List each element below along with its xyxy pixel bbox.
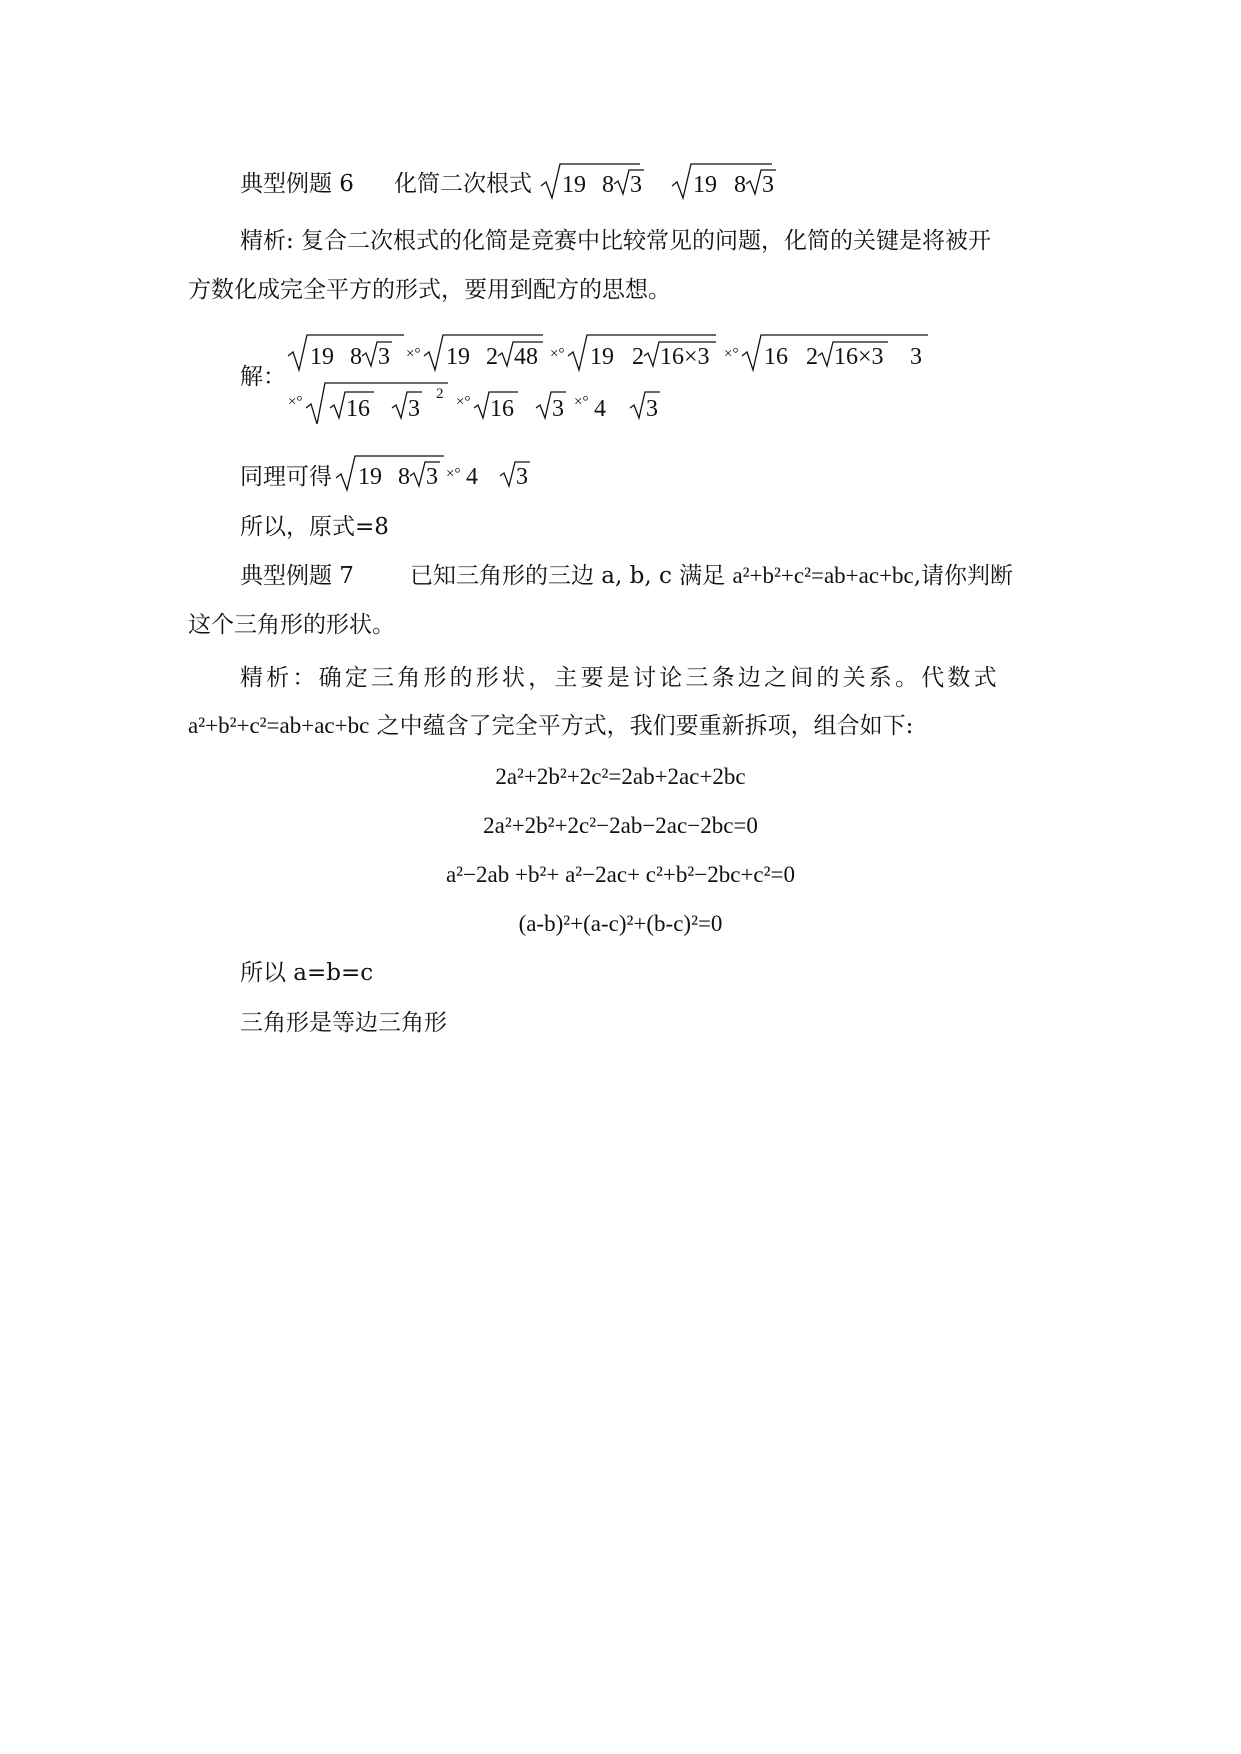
expr-term: 19 bbox=[693, 172, 717, 198]
math-term: 4 bbox=[594, 396, 606, 422]
example-6-heading bbox=[240, 169, 532, 199]
analysis-7-text: 之中蕴含了完全平方式，我们要重新拆项，组合如下: bbox=[369, 713, 914, 739]
math-term: 8 bbox=[398, 464, 410, 490]
equals-symbol: ×° bbox=[724, 346, 739, 362]
solution-row-2 bbox=[288, 378, 708, 430]
example-7-text: 已知三角形的三边 a, b, c 满足 bbox=[409, 563, 733, 589]
equals-symbol: ×° bbox=[446, 466, 461, 482]
example-6-expression bbox=[540, 158, 800, 204]
analysis-7-equation: a²+b²+c²=ab+ac+bc bbox=[188, 713, 370, 738]
example-6-title: 典型例题 6 bbox=[240, 171, 354, 197]
math-term: 19 bbox=[446, 344, 470, 370]
equals-symbol: ×° bbox=[550, 346, 565, 362]
conclusion-1: 所以 a=b=c bbox=[240, 960, 374, 986]
equation-4: (a-b)²+(a-c)²+(b-c)²=0 bbox=[518, 911, 723, 936]
example-7-heading bbox=[240, 561, 1013, 591]
example-7-condition: a²+b²+c²=ab+ac+bc bbox=[732, 563, 914, 588]
expr-term: 19 bbox=[562, 172, 586, 198]
equation-2: 2a²+2b²+2c²−2ab−2ac−2bc=0 bbox=[483, 813, 758, 838]
math-term: 8 bbox=[350, 344, 362, 370]
math-term: 4 bbox=[466, 464, 478, 490]
analysis-7-line-1: 精析：确定三角形的形状，主要是讨论三条边之间的关系。代数式 bbox=[240, 665, 1000, 691]
solution-row-1 bbox=[288, 328, 938, 378]
math-term: 2 bbox=[486, 344, 498, 370]
math-term: 19 bbox=[358, 464, 382, 490]
math-term: 16 bbox=[764, 344, 788, 370]
radical-sign bbox=[672, 164, 772, 198]
math-term: 3 bbox=[408, 396, 420, 422]
result-line: 所以，原式=8 bbox=[240, 514, 389, 540]
math-term: 3 bbox=[646, 396, 658, 422]
math-term: 3 bbox=[552, 396, 564, 422]
equals-symbol: ×° bbox=[288, 394, 303, 410]
math-term: 16 bbox=[490, 396, 514, 422]
radical-sign bbox=[541, 164, 640, 198]
expr-term: 3 bbox=[630, 172, 642, 198]
math-term: 2 bbox=[632, 344, 644, 370]
similarly-prefix: 同理可得 bbox=[240, 464, 332, 490]
equation-1: 2a²+2b²+2c²=2ab+2ac+2bc bbox=[495, 764, 746, 789]
example-6-prompt: 化简二次根式 bbox=[393, 171, 532, 197]
similarly-expression bbox=[336, 450, 556, 496]
expr-term: 8 bbox=[734, 172, 746, 198]
example-7-line-2: 这个三角形的形状。 bbox=[188, 612, 395, 638]
math-term: 16×3 bbox=[834, 344, 884, 370]
math-term: 3 bbox=[910, 344, 922, 370]
analysis-7-line-2 bbox=[188, 711, 913, 741]
expr-term: 3 bbox=[762, 172, 774, 198]
math-term: 3 bbox=[516, 464, 528, 490]
math-term: 16×3 bbox=[660, 344, 710, 370]
equals-symbol: ×° bbox=[456, 394, 471, 410]
solution-label: 解： bbox=[240, 364, 286, 390]
math-term: 3 bbox=[378, 344, 390, 370]
analysis-6-line-1: 精析: 复合二次根式的化简是竞赛中比较常见的问题，化简的关键是将被开 bbox=[240, 228, 992, 254]
example-7-text-tail: ,请你判断 bbox=[913, 563, 1014, 589]
math-term: 16 bbox=[346, 396, 370, 422]
equation-3: a²−2ab +b²+ a²−2ac+ c²+b²−2bc+c²=0 bbox=[445, 862, 796, 887]
math-term: 19 bbox=[310, 344, 334, 370]
equals-symbol: ×° bbox=[574, 394, 589, 410]
analysis-6-line-2: 方数化成完全平方的形式，要用到配方的思想。 bbox=[188, 277, 671, 303]
equals-symbol: ×° bbox=[406, 346, 421, 362]
expr-term: 8 bbox=[602, 172, 614, 198]
exponent: 2 bbox=[436, 386, 444, 402]
math-term: 2 bbox=[806, 344, 818, 370]
math-term: 19 bbox=[590, 344, 614, 370]
example-7-title: 典型例题 7 bbox=[240, 563, 354, 589]
math-term: 3 bbox=[426, 464, 438, 490]
radical-sign bbox=[306, 383, 448, 424]
conclusion-2: 三角形是等边三角形 bbox=[240, 1010, 447, 1036]
math-term: 48 bbox=[514, 344, 538, 370]
